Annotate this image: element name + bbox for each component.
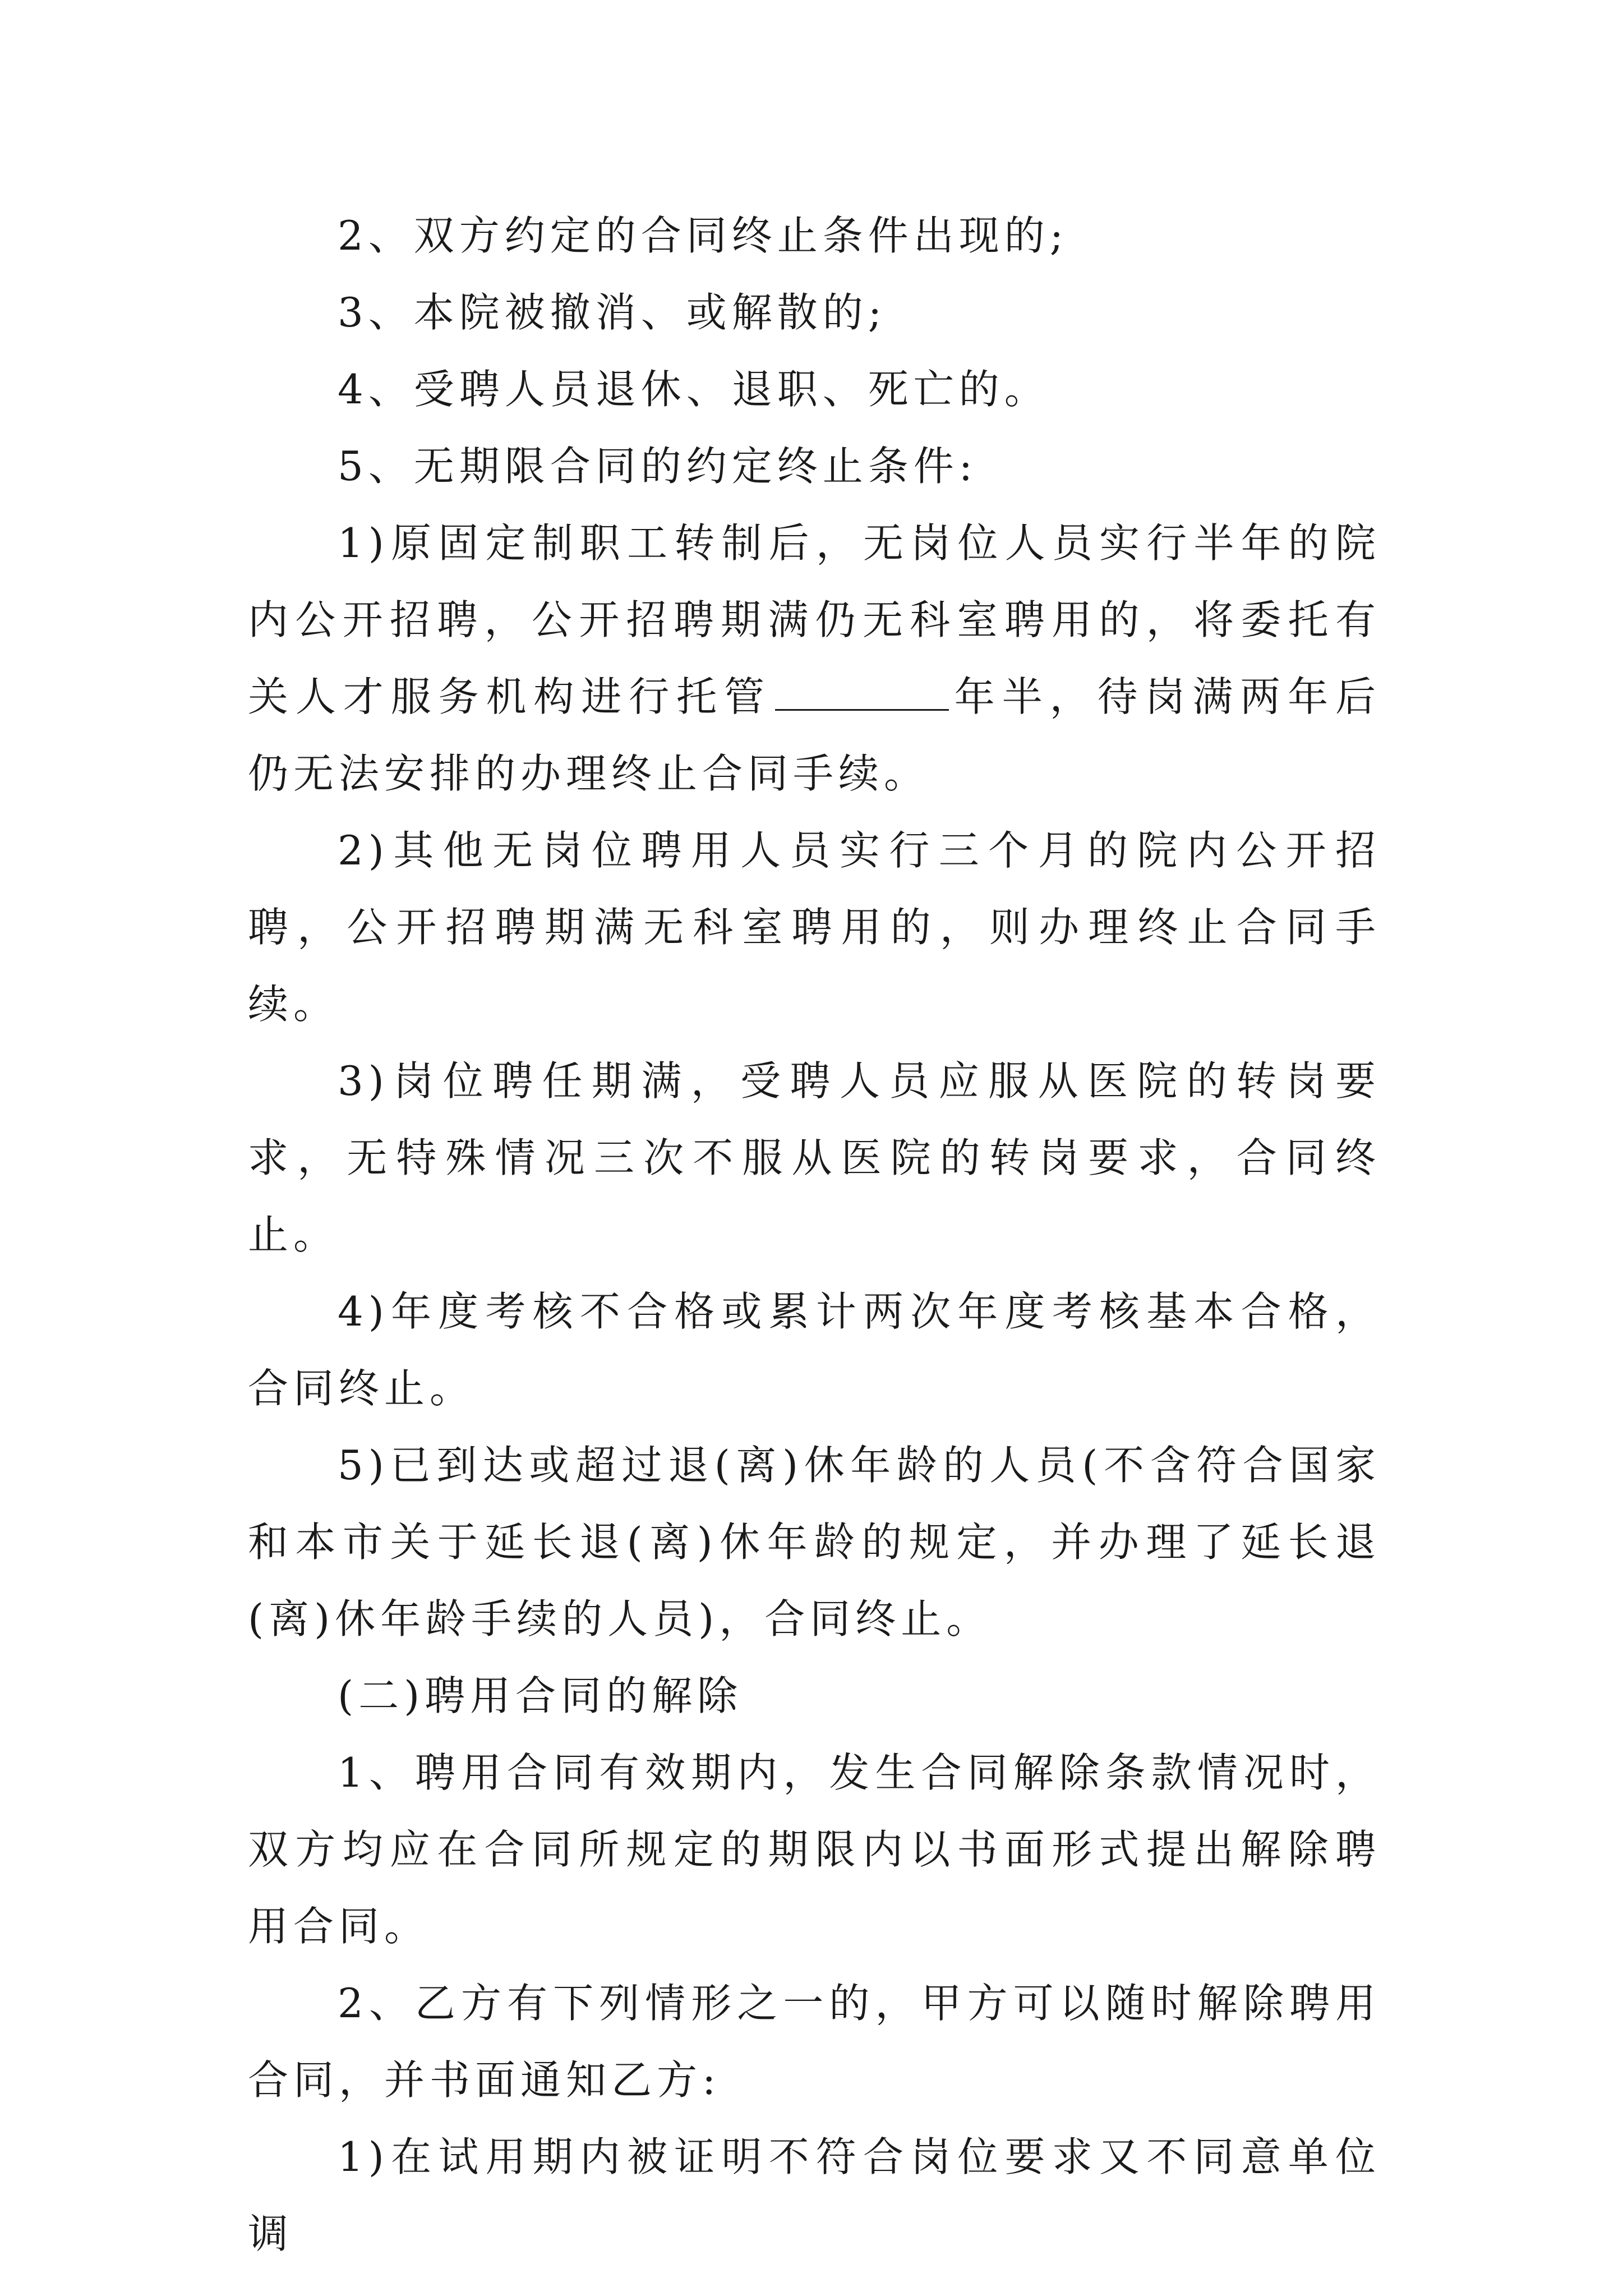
paragraph-termination-3: 3、本院被撤消、或解散的; xyxy=(338,289,887,336)
paragraph-condition-2: 2)其他无岗位聘用人员实行三个月的院内公开招聘，公开招聘期满无科室聘用的，则办理终止合同手续。 xyxy=(248,827,1381,1028)
paragraph-condition-1-after: 年半，待岗满两年后仍无法安排的办理终止合同手续。 xyxy=(248,673,1381,797)
paragraph-termination-5: 5、无期限合同的约定终止条件: xyxy=(338,443,978,490)
paragraph-condition-5: 5)已到达或超过退(离)休年龄的人员(不含符合国家和本市关于延长退(离)休年龄的规定，并办理了延长退(离)休年龄手续的人员)，合同终止。 xyxy=(248,1442,1381,1642)
paragraph-condition-1-before: 1)原固定制职工转制后，无岗位人员实行半年的院内公开招聘，公开招聘期满仍无科室聘用的，将委托有关人才服务机构进行托管 xyxy=(248,519,1381,720)
paragraph-condition-1 xyxy=(248,505,1381,812)
paragraph-dissolution-2: 2、乙方有下列情形之一的，甲方可以随时解除聘用合同，并书面通知乙方: xyxy=(248,1980,1381,2104)
document-body xyxy=(248,197,1381,2272)
paragraph-condition-3: 3)岗位聘任期满，受聘人员应服从医院的转岗要求，无特殊情况三次不服从医院的转岗要求，合同终止。 xyxy=(248,1057,1381,1258)
paragraph-termination-2: 2、双方约定的合同终止条件出现的; xyxy=(338,212,1069,259)
paragraph-termination-4: 4、受聘人员退休、退职、死亡的。 xyxy=(338,366,1050,413)
fill-in-blank xyxy=(775,670,949,711)
section-heading-dissolution: (二)聘用合同的解除 xyxy=(338,1672,743,1719)
paragraph-dissolution-2-item-1: 1)在试用期内被证明不符合岗位要求又不同意单位调 xyxy=(248,2133,1381,2257)
paragraph-dissolution-1: 1、聘用合同有效期内，发生合同解除条款情况时，双方均应在合同所规定的期限内以书面形式提出解除聘用合同。 xyxy=(248,1749,1381,1950)
paragraph-condition-4: 4)年度考核不合格或累计两次年度考核基本合格，合同终止。 xyxy=(248,1288,1381,1412)
